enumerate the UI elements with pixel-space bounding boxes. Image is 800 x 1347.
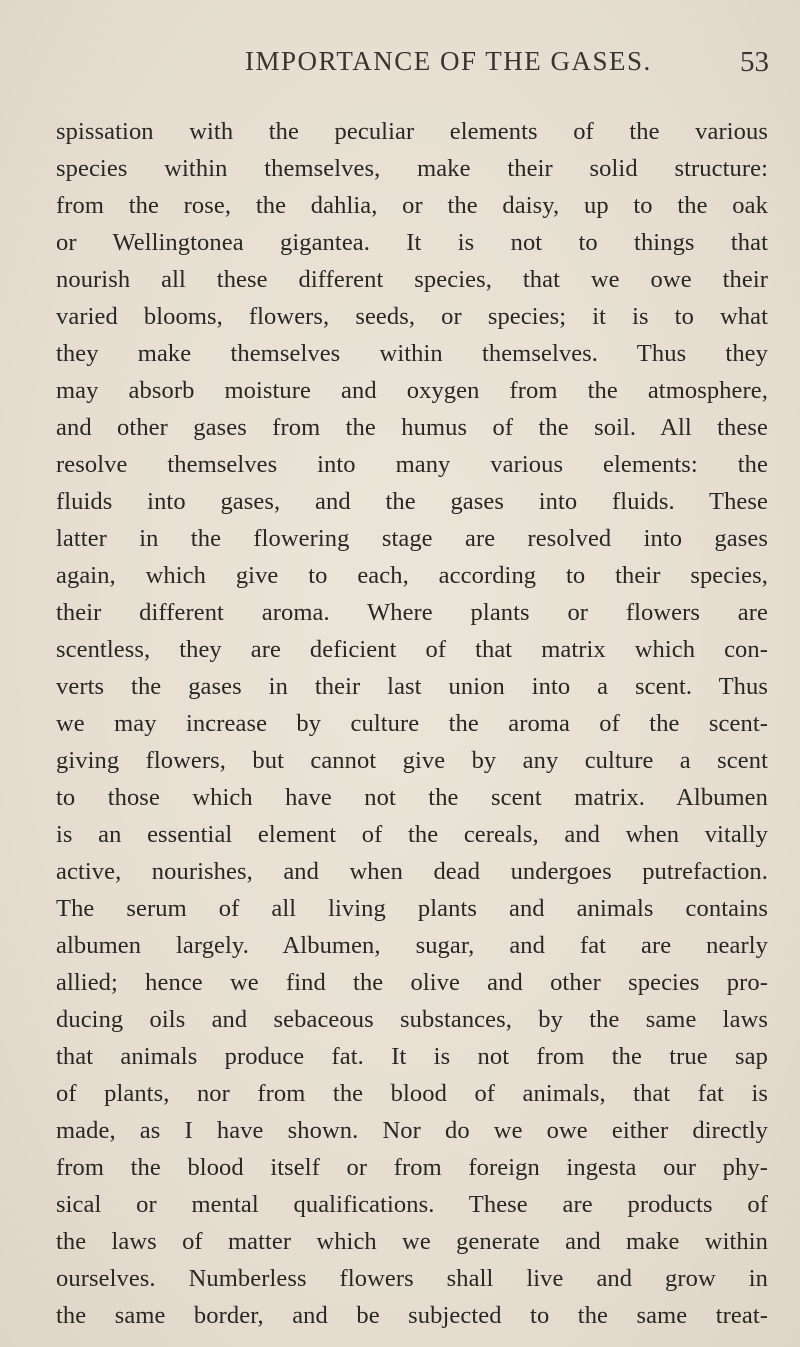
running-head: [0, 46, 800, 86]
text-line: their different aroma. Where plants or flowers are: [56, 599, 768, 626]
text-line: active, nourishes, and when dead undergoes putrefaction.: [56, 858, 768, 885]
text-line: verts the gases in their last union into a scent. Thus: [56, 673, 768, 700]
text-line: is an essential element of the cereals, and when vitally: [56, 821, 768, 848]
text-line: albumen largely. Albumen, sugar, and fat are nearly: [56, 932, 768, 959]
text-line: we may increase by culture the aroma of the scent-: [56, 710, 768, 737]
text-line: species within themselves, make their solid structure:: [56, 155, 768, 182]
text-line: and other gases from the humus of the soil. All these: [56, 414, 768, 441]
text-line: or Wellingtonea gigantea. It is not to things that: [56, 229, 768, 256]
text-line: latter in the flowering stage are resolved into gases: [56, 525, 768, 552]
body-text: [56, 113, 768, 1334]
text-line: scentless, they are deficient of that matrix which con-: [56, 636, 768, 663]
text-line: made, as I have shown. Nor do we owe either directly: [56, 1117, 768, 1144]
text-line: ourselves. Numberless flowers shall live and grow in: [56, 1265, 768, 1292]
text-line: ducing oils and sebaceous substances, by the same laws: [56, 1006, 768, 1033]
text-line: the same border, and be subjected to the same treat-: [56, 1302, 768, 1329]
text-line: allied; hence we find the olive and other species pro-: [56, 969, 768, 996]
page-number: 53: [740, 46, 769, 78]
text-line: spissation with the peculiar elements of the various: [56, 118, 768, 145]
text-line: may absorb moisture and oxygen from the atmosphere,: [56, 377, 768, 404]
text-line: fluids into gases, and the gases into fluids. These: [56, 488, 768, 515]
text-line: varied blooms, flowers, seeds, or species; it is to what: [56, 303, 768, 330]
text-line: nourish all these different species, that we owe their: [56, 266, 768, 293]
text-line: sical or mental qualifications. These are products of: [56, 1191, 768, 1218]
text-line: giving flowers, but cannot give by any culture a scent: [56, 747, 768, 774]
text-line: The serum of all living plants and animals contains: [56, 895, 768, 922]
text-line: from the rose, the dahlia, or the daisy, up to the oak: [56, 192, 768, 219]
text-line: again, which give to each, according to their species,: [56, 562, 768, 589]
text-line: to those which have not the scent matrix. Albumen: [56, 784, 768, 811]
text-line: resolve themselves into many various elements: the: [56, 451, 768, 478]
text-line: they make themselves within themselves. Thus they: [56, 340, 768, 367]
text-line: of plants, nor from the blood of animals, that fat is: [56, 1080, 768, 1107]
text-line: that animals produce fat. It is not from the true sap: [56, 1043, 768, 1070]
text-line: the laws of matter which we generate and make within: [56, 1228, 768, 1255]
text-line: from the blood itself or from foreign ingesta our phy-: [56, 1154, 768, 1181]
running-title: IMPORTANCE OF THE GASES.: [245, 46, 652, 76]
